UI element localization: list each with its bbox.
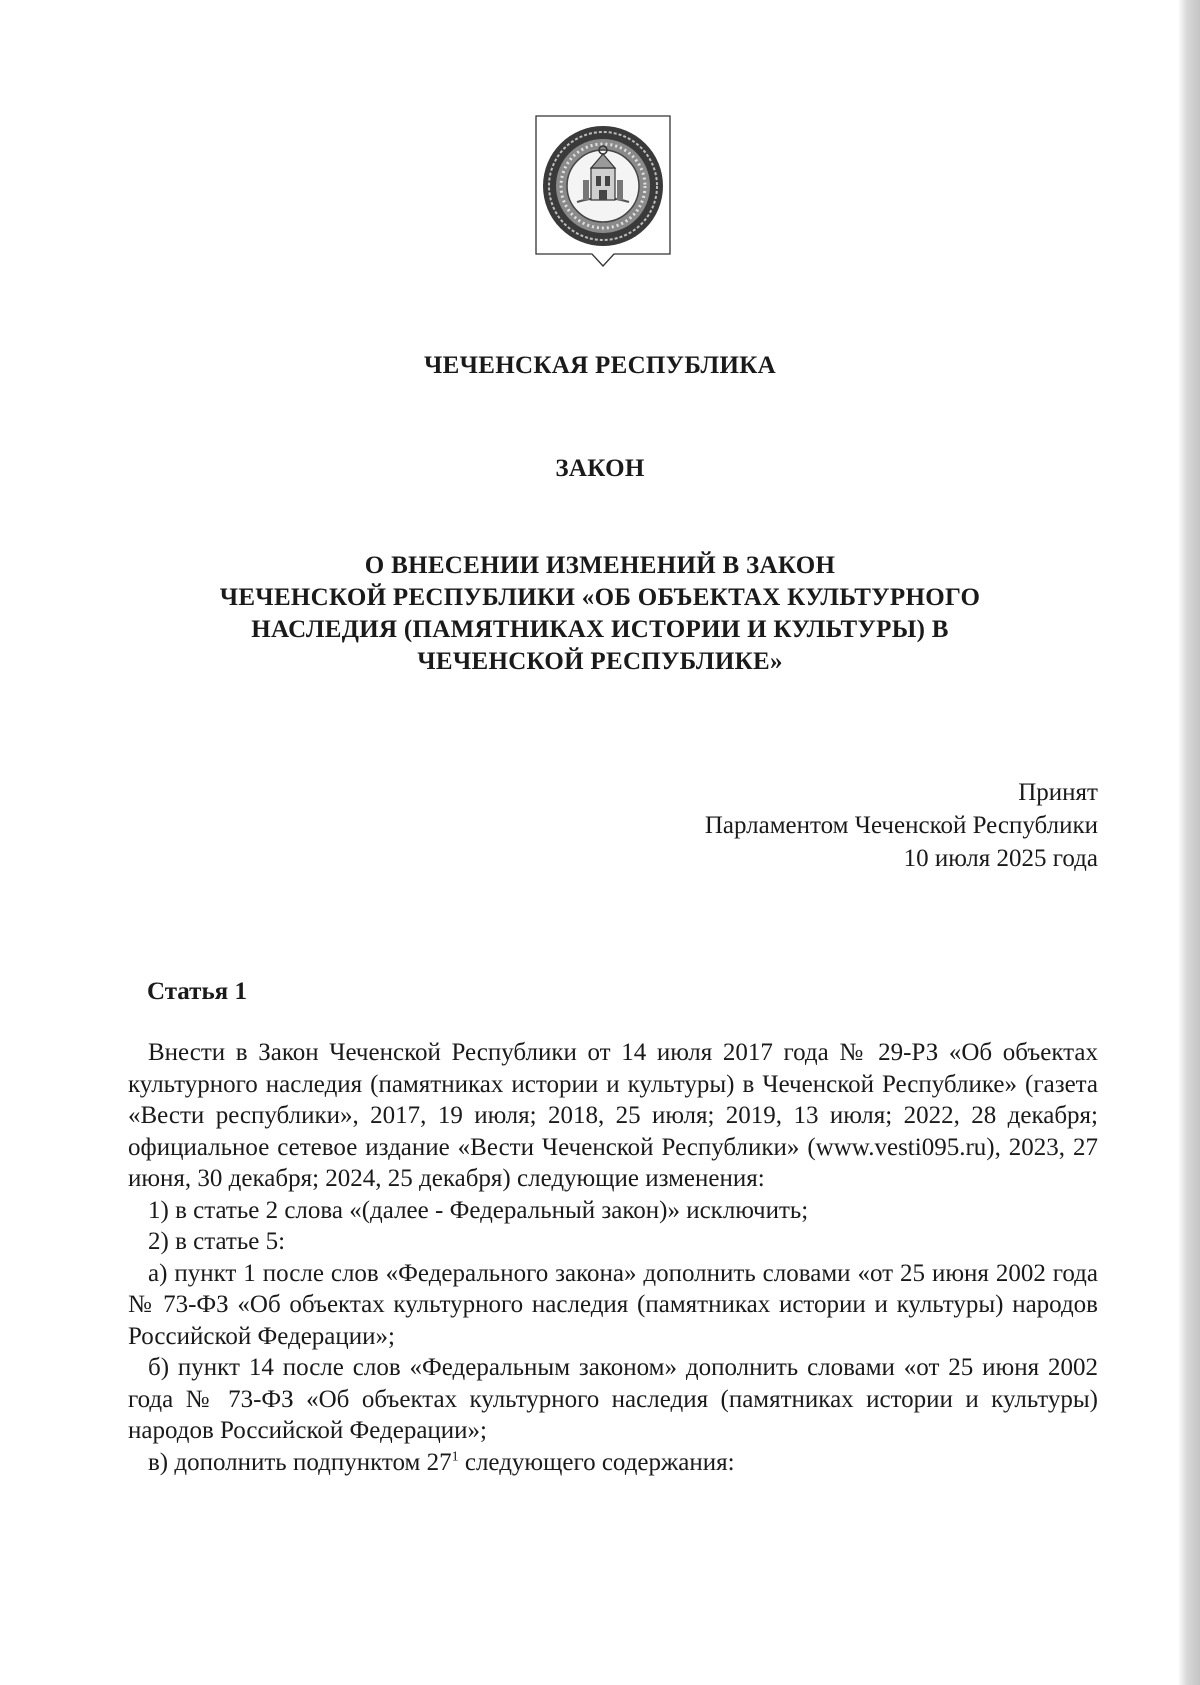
adoption-date: 10 июля 2025 года bbox=[903, 845, 1098, 872]
republic-heading: ЧЕЧЕНСКАЯ РЕСПУБЛИКА bbox=[424, 352, 776, 379]
law-title bbox=[0, 550, 1200, 678]
law-title-line: НАСЛЕДИЯ (ПАМЯТНИКАХ ИСТОРИИ И КУЛЬТУРЫ) В bbox=[251, 616, 949, 643]
article-paragraph: а) пункт 1 после слов «Федерального закона» дополнить словами «от 25 июня 2002 года № 73-ФЗ «Об объектах культурного наследия (памятниках истории и культуры) народов Российской Федерации»; bbox=[128, 1259, 1098, 1350]
article-body bbox=[128, 1037, 1098, 1478]
page-edge-shadow bbox=[1178, 0, 1200, 1685]
law-title-line: ЧЕЧЕНСКОЙ РЕСПУБЛИКИ «ОБ ОБЪЕКТАХ КУЛЬТУРНОГО bbox=[219, 584, 981, 611]
law-title-line: ЧЕЧЕНСКОЙ РЕСПУБЛИКЕ» bbox=[417, 648, 783, 675]
superscript-number: 1 bbox=[451, 1449, 459, 1465]
law-title-line: О ВНЕСЕНИИ ИЗМЕНЕНИЙ В ЗАКОН bbox=[364, 552, 836, 579]
paragraph-text: в) дополнить подпунктом 27 bbox=[148, 1448, 452, 1476]
adoption-label: Принят bbox=[1018, 779, 1098, 806]
document-type-heading: ЗАКОН bbox=[555, 455, 645, 482]
adoption-block bbox=[705, 776, 1098, 875]
article-paragraph: б) пункт 14 после слов «Федеральным законом» дополнить словами «от 25 июня 2002 года № 73-ФЗ «Об объектах культурного наследия (памятниках истории и культуры) народов Российской Федерации»; bbox=[128, 1354, 1098, 1444]
paragraph-text: следующего содержания: bbox=[458, 1448, 735, 1476]
article-paragraph bbox=[128, 1447, 1098, 1479]
article-paragraph: 1) в статье 2 слова «(далее - Федеральный закон)» исключить; bbox=[148, 1196, 809, 1224]
article-paragraph: Внести в Закон Чеченской Республики от 14 июля 2017 года № 29-РЗ «Об объектах культурного наследия (памятниках истории и культуры) в Чеченской Республике» (газета «Вести республики», 2017, 19 июля; 2018, 25 июля; 2019, 13 июля; 2022, 28 декабря; официальное сетевое издание «Вести Чеченской Республики» (www.vesti095.ru), 2023, 27 июня, 30 декабря; 2024, 25 декабря) следующие изменения: bbox=[128, 1039, 1098, 1192]
coat-of-arms-emblem bbox=[532, 114, 674, 284]
article-title: Статья 1 bbox=[147, 978, 247, 1005]
article-paragraph: 2) в статье 5: bbox=[148, 1228, 286, 1255]
adoption-body: Парламентом Чеченской Республики bbox=[704, 812, 1098, 839]
